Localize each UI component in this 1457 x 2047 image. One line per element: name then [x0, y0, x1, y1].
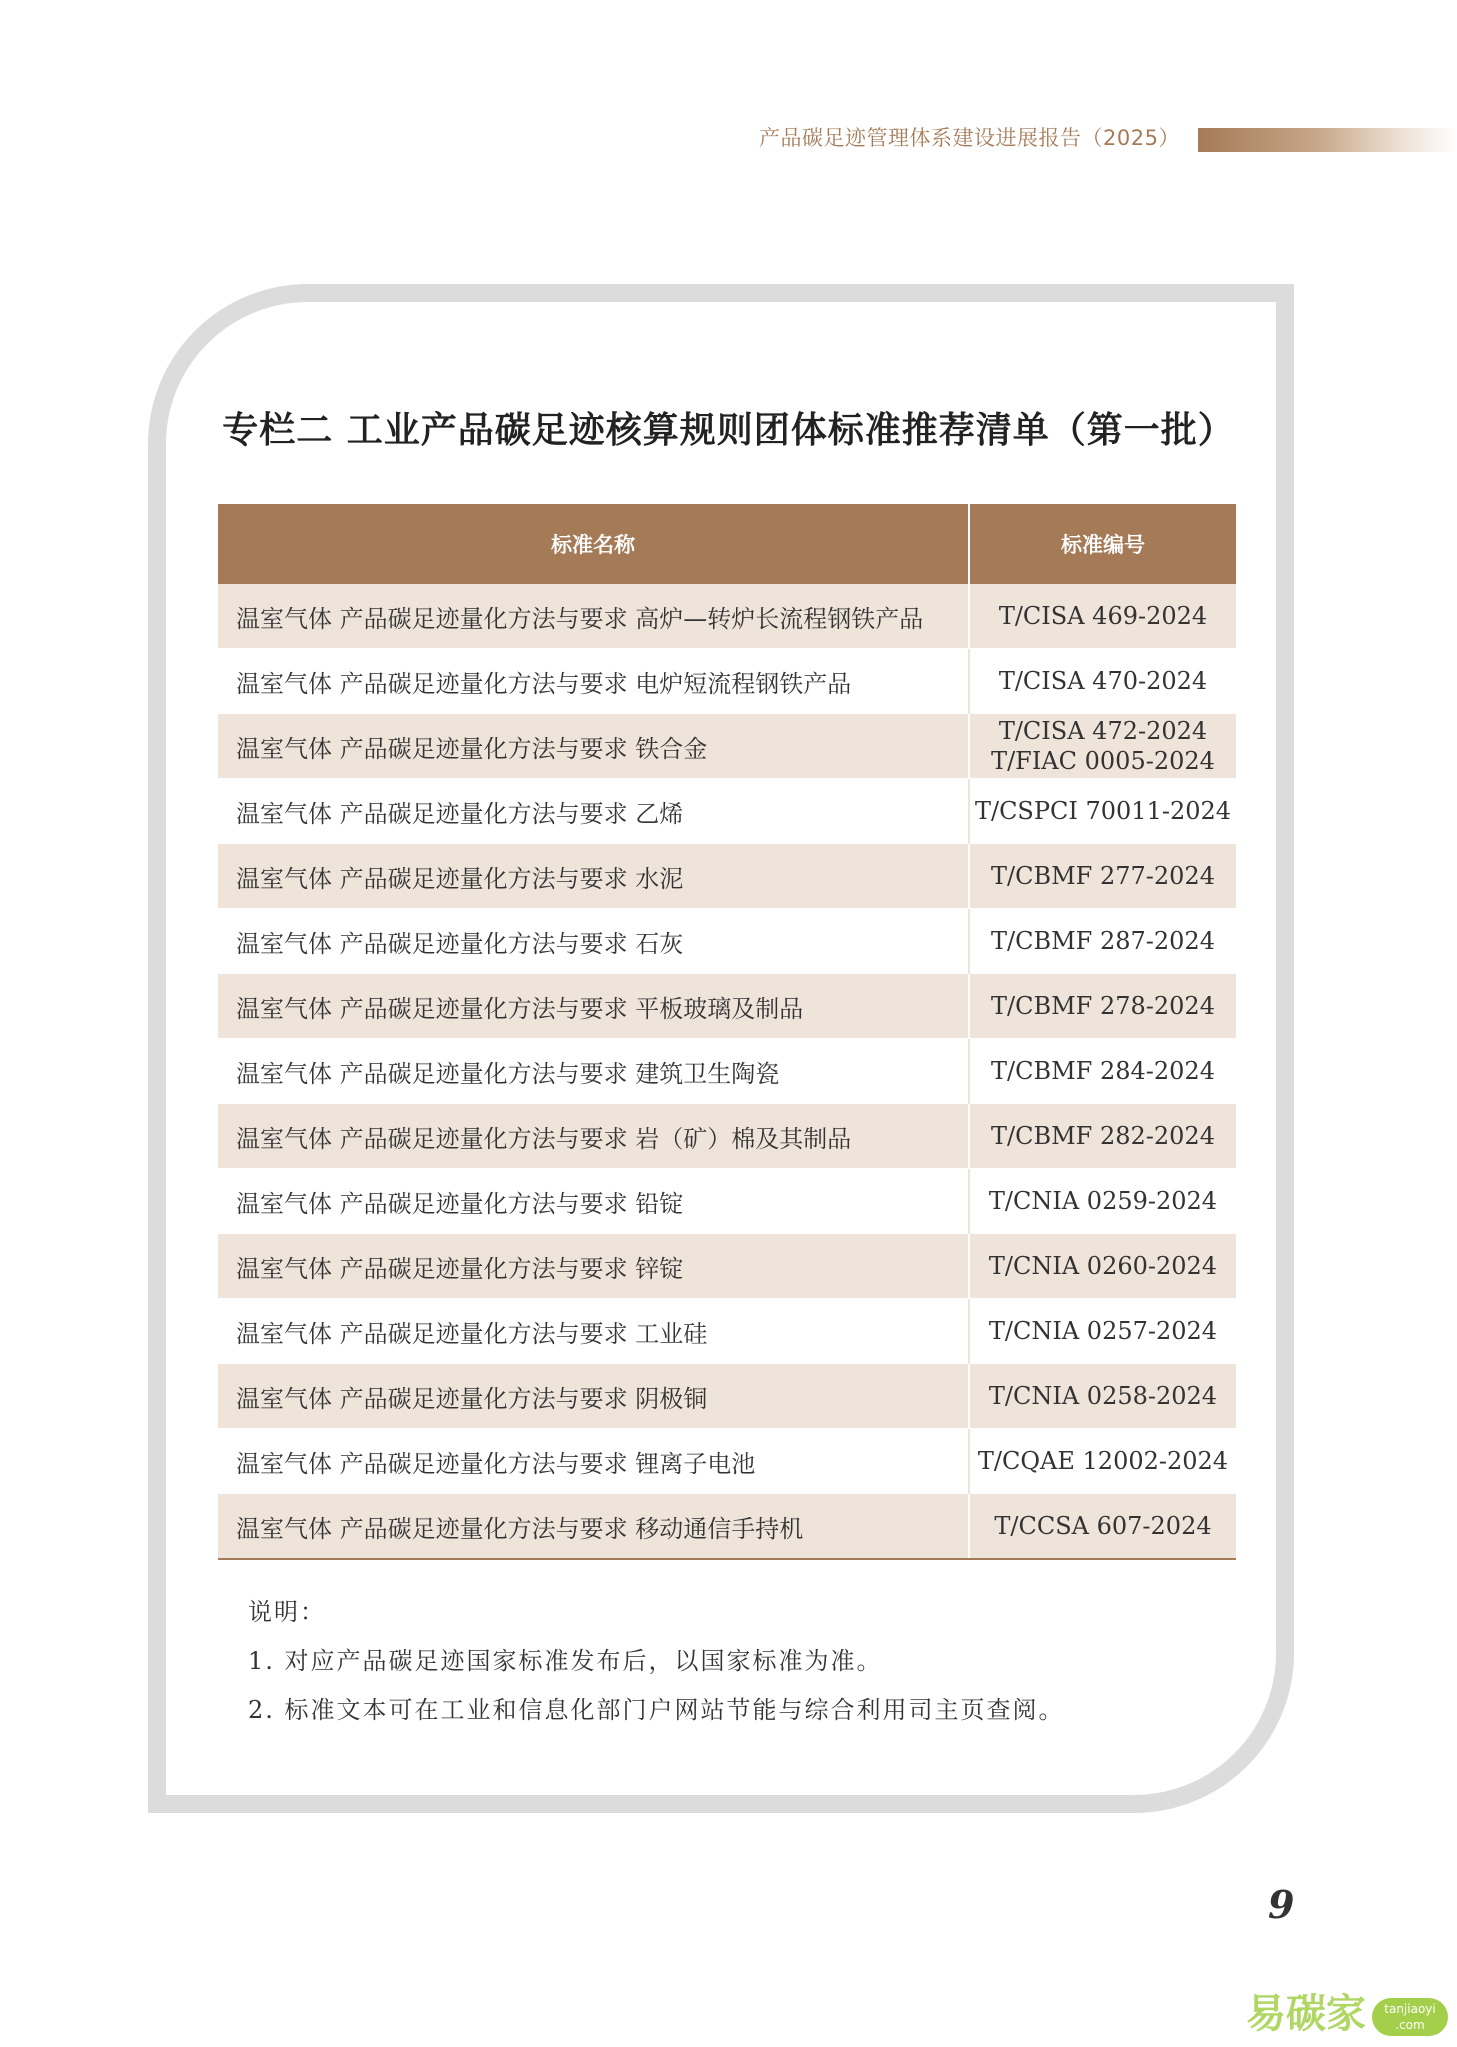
standard-name-cell: 温室气体 产品碳足迹量化方法与要求 阴极铜 — [218, 1364, 969, 1429]
watermark-badge-line2: .com — [1395, 2018, 1425, 2032]
table-row — [218, 844, 1236, 909]
notes-section — [248, 1596, 1248, 1743]
standard-code-cell — [969, 584, 1236, 649]
column-header-name: 标准名称 — [218, 504, 969, 584]
table-row — [218, 1494, 1236, 1560]
standard-code-cell — [969, 1104, 1236, 1169]
table-row — [218, 974, 1236, 1039]
table-body — [218, 584, 1236, 1559]
standard-code-cell — [969, 844, 1236, 909]
standard-code-cell — [969, 909, 1236, 974]
watermark-logo: 易碳家 — [1246, 1991, 1366, 2037]
standards-table — [218, 504, 1236, 1560]
watermark-badge-line1: tanjiaoyi — [1384, 2002, 1436, 2016]
standard-name-cell: 温室气体 产品碳足迹量化方法与要求 岩（矿）棉及其制品 — [218, 1104, 969, 1169]
standard-name-cell: 温室气体 产品碳足迹量化方法与要求 水泥 — [218, 844, 969, 909]
standard-code: T/CISA 472-2024 — [998, 717, 1208, 745]
table-row — [218, 714, 1236, 779]
standard-code-cell — [969, 779, 1236, 844]
watermark-badge — [1372, 1998, 1448, 2036]
standard-code-cell — [969, 1039, 1236, 1104]
standard-code-cell — [969, 1299, 1236, 1364]
standard-code-secondary: T/FIAC 0005-2024 — [991, 747, 1215, 775]
standard-code-cell — [969, 714, 1236, 779]
standard-code: T/CBMF 278-2024 — [991, 992, 1215, 1020]
note-item-1: 1. 对应产品碳足迹国家标准发布后，以国家标准为准。 — [248, 1647, 883, 1675]
standard-code-cell — [969, 1429, 1236, 1494]
standard-code: T/CNIA 0259-2024 — [988, 1187, 1218, 1215]
standard-code: T/CNIA 0260-2024 — [988, 1252, 1218, 1280]
page-title: 专栏二 工业产品碳足迹核算规则团体标准推荐清单（第一批） — [222, 409, 1235, 451]
standard-code-cell — [969, 1364, 1236, 1429]
table-row — [218, 1364, 1236, 1429]
standard-code-cell — [969, 974, 1236, 1039]
standard-code: T/CBMF 287-2024 — [991, 927, 1215, 955]
page-number: 9 — [1268, 1882, 1295, 1927]
table-row — [218, 1299, 1236, 1364]
header-gradient-bar — [1198, 128, 1457, 152]
running-header-title: 产品碳足迹管理体系建设进展报告（2025） — [759, 126, 1180, 150]
standard-code-cell — [969, 1169, 1236, 1234]
standard-code: T/CCSA 607-2024 — [994, 1512, 1212, 1540]
standard-code: T/CBMF 277-2024 — [991, 862, 1215, 890]
standard-code: T/CBMF 284-2024 — [991, 1057, 1215, 1085]
table-row — [218, 1429, 1236, 1494]
table-row — [218, 1104, 1236, 1169]
table-row — [218, 1039, 1236, 1104]
column-header-code: 标准编号 — [969, 504, 1236, 584]
standard-name-cell: 温室气体 产品碳足迹量化方法与要求 锂离子电池 — [218, 1429, 969, 1494]
standard-name-cell: 温室气体 产品碳足迹量化方法与要求 乙烯 — [218, 779, 969, 844]
standard-name-cell: 温室气体 产品碳足迹量化方法与要求 铁合金 — [218, 714, 969, 779]
standard-code: T/CISA 470-2024 — [998, 667, 1208, 695]
standard-name-cell: 温室气体 产品碳足迹量化方法与要求 平板玻璃及制品 — [218, 974, 969, 1039]
standard-name-cell: 温室气体 产品碳足迹量化方法与要求 建筑卫生陶瓷 — [218, 1039, 969, 1104]
standard-name-cell: 温室气体 产品碳足迹量化方法与要求 工业硅 — [218, 1299, 969, 1364]
standard-name-cell: 温室气体 产品碳足迹量化方法与要求 锌锭 — [218, 1234, 969, 1299]
table-row — [218, 1234, 1236, 1299]
table-row — [218, 584, 1236, 649]
standard-code: T/CQAE 12002-2024 — [977, 1447, 1229, 1475]
standard-code-cell — [969, 649, 1236, 714]
standard-name-cell: 温室气体 产品碳足迹量化方法与要求 移动通信手持机 — [218, 1494, 969, 1560]
standard-code: T/CSPCI 70011-2024 — [974, 797, 1232, 825]
standard-code-cell — [969, 1234, 1236, 1299]
standard-name-cell: 温室气体 产品碳足迹量化方法与要求 高炉—转炉长流程钢铁产品 — [218, 584, 969, 649]
standard-code-cell — [969, 1494, 1236, 1560]
table-row — [218, 909, 1236, 974]
table-row — [218, 649, 1236, 714]
table-header-row — [218, 504, 1236, 584]
standard-name-cell: 温室气体 产品碳足迹量化方法与要求 铅锭 — [218, 1169, 969, 1234]
standard-name-cell: 温室气体 产品碳足迹量化方法与要求 电炉短流程钢铁产品 — [218, 649, 969, 714]
standard-code: T/CNIA 0257-2024 — [988, 1317, 1218, 1345]
standard-name-cell: 温室气体 产品碳足迹量化方法与要求 石灰 — [218, 909, 969, 974]
standard-code: T/CBMF 282-2024 — [991, 1122, 1215, 1150]
note-item-2: 2. 标准文本可在工业和信息化部门户网站节能与综合利用司主页查阅。 — [248, 1696, 1065, 1724]
notes-heading: 说明： — [248, 1598, 326, 1626]
table-row — [218, 1169, 1236, 1234]
standard-code: T/CNIA 0258-2024 — [988, 1382, 1218, 1410]
table-row — [218, 779, 1236, 844]
standard-code: T/CISA 469-2024 — [998, 602, 1208, 630]
